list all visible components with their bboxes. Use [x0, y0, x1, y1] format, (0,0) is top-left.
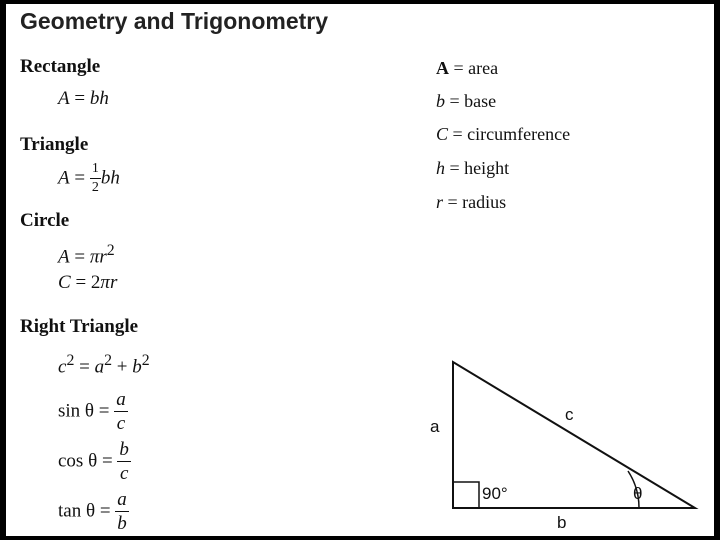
side-a-label: a — [430, 417, 440, 436]
pi-symbol: π — [100, 272, 110, 293]
formula-term: r — [109, 272, 118, 293]
equals-sign: = — [74, 88, 86, 109]
legend-description: circumference — [467, 124, 571, 144]
fraction-numerator: a — [116, 389, 126, 410]
formula-symbol: C — [58, 272, 71, 293]
formula-sheet — [6, 4, 714, 536]
exponent: 2 — [104, 352, 112, 369]
fraction-denominator: c — [116, 413, 126, 434]
fraction-numerator: a — [117, 489, 127, 510]
fraction-denominator: 2 — [91, 180, 99, 195]
formula-term: a — [94, 356, 105, 378]
page-title: Geometry and Trigonometry — [20, 8, 329, 34]
equals-sign: = — [79, 356, 90, 378]
rectangle-heading: Rectangle — [20, 56, 101, 77]
side-c-label: c — [565, 405, 574, 424]
right-triangle-diagram — [6, 4, 714, 536]
equals-sign: = — [99, 500, 111, 522]
exponent: 2 — [66, 352, 75, 369]
fraction-denominator: b — [117, 513, 127, 534]
formula-symbol: A — [58, 246, 70, 268]
equals-sign: = — [449, 158, 460, 178]
legend-description: radius — [462, 192, 507, 212]
function-name: sin θ — [58, 400, 95, 422]
right-angle-marker — [453, 482, 479, 508]
theta-label: θ — [633, 484, 643, 503]
formula-term: bh — [89, 88, 109, 109]
equals-sign: = — [98, 400, 110, 422]
side-b-label: b — [557, 513, 567, 532]
legend-symbol: b — [436, 91, 445, 111]
exponent: 2 — [106, 242, 115, 259]
circle-heading: Circle — [20, 210, 70, 231]
formula-term: b — [132, 356, 142, 378]
legend-symbol: r — [436, 192, 444, 212]
plus-sign: + — [116, 356, 128, 378]
right-triangle-heading: Right Triangle — [20, 316, 139, 337]
fraction-numerator: b — [119, 439, 129, 460]
formula-symbol: A — [58, 167, 70, 189]
legend-symbol: A — [436, 58, 449, 78]
fraction-denominator: c — [119, 463, 129, 484]
formula-term: r — [99, 246, 107, 268]
formula-term: bh — [100, 167, 120, 189]
formula-term: c — [58, 356, 67, 378]
formula-symbol: A — [58, 88, 70, 109]
exponent: 2 — [141, 352, 150, 369]
equals-sign: = — [447, 192, 458, 212]
equals-sign: = — [75, 272, 87, 293]
equals-sign: = — [74, 167, 86, 189]
equals-sign: = — [452, 124, 463, 144]
equals-sign: = — [74, 246, 86, 268]
triangle-heading: Triangle — [20, 134, 89, 155]
right-angle-label: 90° — [482, 484, 508, 503]
pi-symbol: π — [89, 246, 100, 268]
legend-symbol: C — [436, 124, 449, 144]
equals-sign: = — [449, 91, 460, 111]
equals-sign: = — [453, 58, 464, 78]
function-name: cos θ — [58, 450, 98, 472]
legend-symbol: h — [436, 158, 445, 178]
function-name: tan θ — [58, 500, 96, 522]
legend-description: base — [464, 91, 497, 111]
legend-description: height — [464, 158, 510, 178]
fraction-numerator: 1 — [90, 162, 101, 179]
legend-description: area — [468, 58, 499, 78]
equals-sign: = — [101, 450, 113, 472]
coefficient: 2 — [90, 272, 101, 293]
